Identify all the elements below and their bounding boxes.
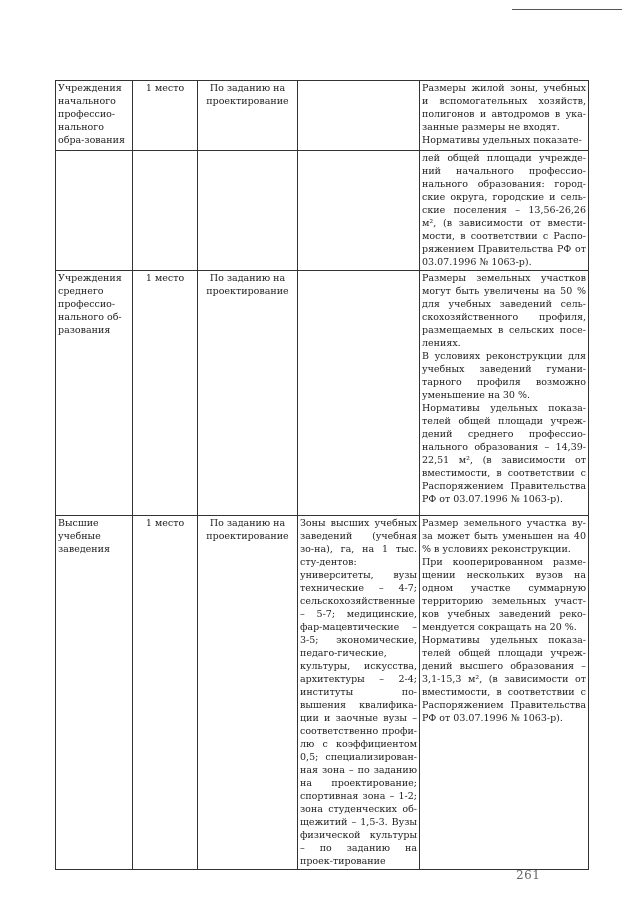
norm-cell: [133, 151, 198, 271]
requirements-cell: [420, 151, 589, 271]
requirement-text: При кооперированном разме-щении нескольких вузов на одном участке суммарную территорию земельных участ-ков учебных заведений реко-мендуется сокращать на 20 %.: [422, 557, 586, 633]
land-area-cell: По заданию на проектирование: [198, 271, 298, 516]
zones-cell: [298, 151, 420, 271]
zones-cell: [298, 271, 420, 516]
zones-text: Зоны высших учебных заведений (учебная зо-на), га, на 1 тыс. сту-дентов: университеты, вузы технические – 4-7; сельскохозяйственные – 5-7; медицинские, фар-мацевтические – 3-5; экономические, педаго-гические, культуры, искусства, архитектуры – 2-4; институты по-вышения квалифика-ции и заочные вузы – соответственно профи-лю с коэффициентом 0,5; специализирован-ная зона – по заданию на проектирование; спортивная зона – 1-2; зона студенческих об-щежитий – 1,5-3. Вузы физической культуры – по заданию на проек-тирование: [300, 518, 417, 867]
norm-cell: 1 место: [133, 81, 198, 151]
zones-cell: [298, 516, 420, 870]
institution-cell: Учреждения среднего профессио-нального об-разования: [56, 271, 133, 516]
institution-cell: [56, 151, 133, 271]
table-row: [56, 151, 589, 271]
requirement-text: Нормативы удельных показате-: [422, 135, 582, 146]
zones-cell: [298, 81, 420, 151]
requirement-text: Размеры земельных участков могут быть увеличены на 50 % для учебных заведений сель-скохозяйственного профиля, размещаемых в сельских посе-лениях.: [422, 273, 586, 349]
norm-cell: 1 место: [133, 516, 198, 870]
institution-cell: Учреждения начального профессио-нального обра-зования: [56, 81, 133, 151]
table-row: [56, 516, 589, 870]
requirements-cell: [420, 271, 589, 516]
page-number: 261: [516, 868, 541, 882]
requirement-text: лей общей площади учрежде-ний начального профессио-нального образования: город-ские округа, городские и сель-ские поселения – 13,56-26,26 м², (в зависимости от вмести-мости, в соответствии с Распо-ряжением Правительства РФ от 03.07.1996 № 1063-р).: [422, 153, 586, 268]
table-row: [56, 271, 589, 516]
norms-table: [55, 80, 589, 870]
requirement-text: Нормативы удельных показа-телей общей площади учреж-дений высшего образования – 3,1-15,3 м², (в зависимости от вместимости, в соответствии с Распоряжением Правительства РФ от 03.07.1996 № 1063-р).: [422, 635, 586, 724]
land-area-cell: [198, 151, 298, 271]
requirements-cell: [420, 516, 589, 870]
header-rule: [512, 9, 622, 10]
requirement-text: Размеры жилой зоны, учебных и вспомогательных хозяйств, полигонов и автодромов в ука-занные размеры не входят.: [422, 83, 586, 133]
requirement-text: В условиях реконструкции для учебных заведений гумани-тарного профиля возможно уменьшение на 30 %.: [422, 351, 586, 401]
institution-cell: Высшие учебные заведения: [56, 516, 133, 870]
requirement-text: Размер земельного участка ву-за может быть уменьшен на 40 % в условиях реконструкции.: [422, 518, 586, 555]
land-area-cell: По заданию на проектирование: [198, 81, 298, 151]
norm-cell: 1 место: [133, 271, 198, 516]
table-row: [56, 81, 589, 151]
land-area-cell: По заданию на проектирование: [198, 516, 298, 870]
requirements-cell: [420, 81, 589, 151]
requirement-text: Нормативы удельных показа-телей общей площади учреж-дений среднего профессио-нального образования – 14,39-22,51 м², (в зависимости от вместимости, в соответствии с Распоряжением Правительства РФ от 03.07.1996 № 1063-р).: [422, 403, 586, 505]
